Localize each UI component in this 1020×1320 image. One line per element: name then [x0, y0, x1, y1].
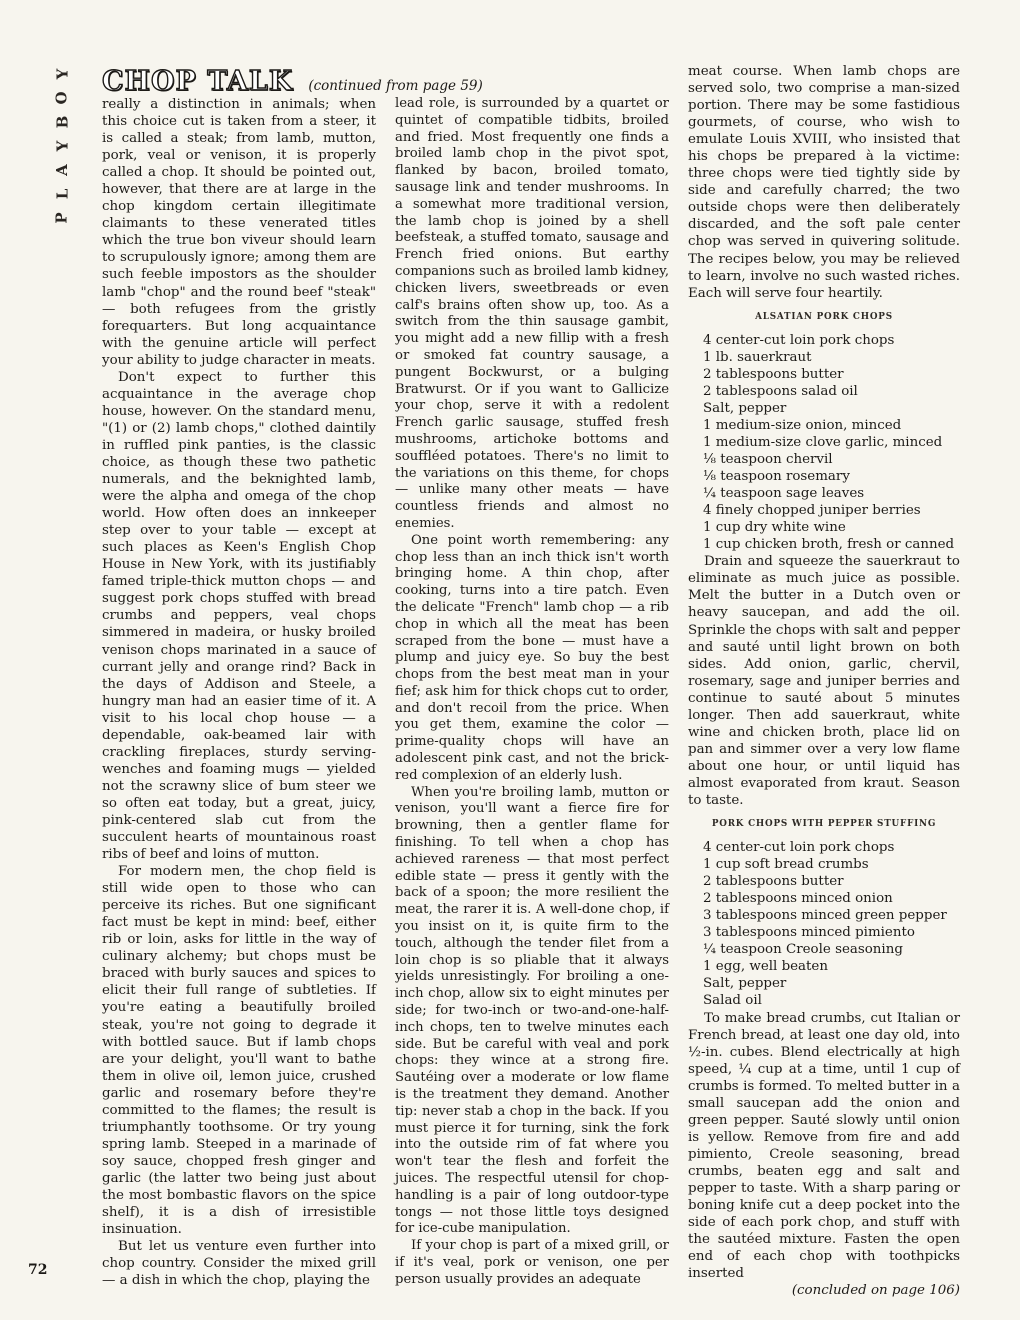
ingredient: 1 cup chicken broth, fresh or canned [703, 537, 955, 553]
paragraph: meat course. When lamb chops are served solo, two comprise a man-sized portion. There may be some fastidious gourmets, of course, who wish to emulate Louis XVIII, who insisted that his chops be prepared à la victime: three chops were tied tightly side by side and carefully charred; the two outside chops were then deliberately discarded, and the soft pale center chop was served in quivering solitude. The recipes below, you may be relieved to learn, involve no such wasted riches. Each will serve four heartily. [688, 64, 960, 301]
ingredient: 4 center-cut loin pork chops [703, 332, 895, 348]
ingredient: 1 medium-size onion, minced [703, 417, 902, 433]
ingredient: ¼ teaspoon Creole seasoning [703, 942, 903, 958]
ingredient: 2 tablespoons salad oil [703, 383, 858, 399]
ingredient: 4 center-cut loin pork chops [703, 840, 895, 856]
paragraph: Don't expect to further this acquaintance in the average chop house, however. On the standard menu, "(1) or (2) lamb chops," clothed daintily in ruffled pink panties, is the classic choice, as though these two pathetic numerals, and the beknighted lamb, were the alpha and omega of the chop world. How often does an innkeeper step over to your table — except at such places as Keen's English Chop House in New York, with its justifiably famed triple-thick mutton chops — and suggest pork chops stuffed with bread crumbs and peppers, veal chops simmered in madeira, or husky broiled venison chops marinated in a sauce of currant jelly and orange rind? Back in the days of Addison and Steele, a hungry man had an easier time of it. A visit to his local chop house — a dependable, oak-beamed lair with crackling fireplaces, sturdy serving-wenches and foaming mugs — yielded not the scrawny slice of bum steer we so often eat today, but a great, juicy, pink-centered slab cut from the succulent hearts of mountainous roast ribs of beef and loins of mutton. [102, 369, 376, 863]
mag-letter: O [52, 91, 71, 105]
ingredient: 3 tablespoons minced green pepper [703, 908, 947, 924]
paragraph: lead role, is surrounded by a quartet or quintet of compatible tidbits, broiled and fried. Most frequently one finds a broiled lamb chop in the pivot spot, flanked by bacon, broiled tomato, sausage link and tender mushrooms. In a somewhat more traditional version, the lamb chop is joined by a shell beefsteak, a stuffed tomato, sausage and French fried onions. But earthy companions such as broiled lamb kidney, chicken livers, sweetbreads or even calf's brains often show up, too. As a switch from the thin sausage gambit, you might add a new fillip with a fresh or smoked fat country sausage, a pungent Bockwurst, or a bulging Bratwurst. Or if you want to Gallicize your chop, serve it with a redolent French garlic sausage, stuffed fresh mushrooms, artichoke bottoms and souffléed potatoes. There's no limit to the variations on this theme, for chops — unlike many other meats — have countless friends and almost no enemies. [395, 96, 670, 531]
ingredient: 1 cup soft bread crumbs [703, 857, 869, 873]
ingredient-list [688, 332, 960, 554]
ingredient: Salt, pepper [703, 976, 787, 992]
ingredient: 2 tablespoons butter [703, 874, 844, 890]
title-row [102, 66, 483, 97]
concluded-note: (concluded on page 106) [791, 1283, 960, 1299]
continued-note: (continued from page 59) [308, 78, 483, 94]
ingredient: Salt, pepper [703, 400, 787, 416]
recipe-title: ALSATIAN PORK CHOPS [755, 311, 893, 322]
paragraph: One point worth remembering: any chop less than an inch thick isn't worth bringing home. A thin chop, after cooking, turns into a tire patch. Even the delicate "French" lamb chop — a rib chop in which all the meat has been scraped from the bone — must have a plump and juicy eye. So buy the best chops from the best meat man in your fief; ask him for thick chops cut to order, and don't recoil from the price. When you get them, examine the color — prime-quality chops will have an adolescent pink cast, and not the brick-red complexion of an elderly lush. [395, 532, 669, 783]
paragraph: When you're broiling lamb, mutton or venison, you'll want a fierce fire for browning, then a gentler flame for finishing. To tell when a chop has achieved rareness — that most perfect edible state — press it gently with the back of a spoon; the more resilient the meat, the rarer it is. A well-done chop, if you insist on it, is quite firm to the touch, although the tender filet from a loin chop is so pliable that it always yields unresistingly. For broiling a one-inch chop, allow six to eight minutes per side; for two-inch or two-and-one-half-inch chops, ten to twelve minutes each side. But be careful with veal and pork chops: they wince at a strong fire. Sautéing over a moderate or low flame is the treatment they demand. Another tip: never stab a chop in the back. If you must pierce it for turning, sink the fork into the outside rim of fat where you won't tear the flesh and forfeit the juices. The respectful utensil for chop-handling is a pair of long outdoor-type tongs — not those little toys designed for ice-cube manipulation. [395, 784, 669, 1237]
ingredient: ¼ teaspoon sage leaves [703, 486, 865, 502]
mag-letter: Y [53, 140, 71, 152]
page-number: 72 [28, 1262, 48, 1278]
magazine-name-vertical [50, 62, 74, 230]
mag-letter: Y [53, 68, 71, 80]
ingredient: 1 egg, well beaten [703, 959, 828, 975]
mag-letter: A [52, 164, 71, 176]
mag-letter: L [52, 188, 71, 200]
ingredient: Salad oil [703, 993, 762, 1009]
ingredient: 2 tablespoons butter [703, 366, 844, 382]
ingredient: 2 tablespoons minced onion [703, 891, 893, 907]
ingredient: 1 medium-size clove garlic, minced [703, 434, 943, 450]
column-1 [102, 96, 376, 1289]
article-title: CHOP TALK [102, 66, 294, 97]
ingredient: 1 lb. sauerkraut [703, 349, 812, 365]
recipe-method: Drain and squeeze the sauerkraut to eliminate as much juice as possible. Melt the butter in a Dutch oven or heavy saucepan, and add the oil. Sprinkle the chops with salt and pepper and sauté until light brown on both sides. Add onion, garlic, chervil, rosemary, sage and juniper berries and continue to sauté about 5 minutes longer. Then add sauerkraut, white wine and chicken broth, place lid on pan and simmer over a very low flame about one hour, or until liquid has almost evaporated from kraut. Season to taste. [688, 554, 960, 808]
mag-letter: B [53, 115, 71, 129]
ingredient: 3 tablespoons minced pimiento [703, 925, 915, 941]
recipe-method: To make bread crumbs, cut Italian or French bread, at least one day old, into ½-in. cubes. Blend electrically at high speed, ¼ cup at a time, until 1 cup of crumbs is formed. To melted butter in a small saucepan add the onion and green pepper. Sauté slowly until onion is yellow. Remove from fire and add pimiento, Creole seasoning, bread crumbs, beaten egg and salt and pepper to taste. With a sharp paring or boning knife cut a deep pocket into the side of each pork chop, and stuff with the sautéed mixture. Fasten the open end of each chop with toothpicks inserted [688, 1010, 960, 1282]
column-3 [688, 63, 960, 1299]
ingredient: ⅛ teaspoon chervil [703, 452, 833, 468]
ingredient-list [688, 839, 960, 1009]
column-2 [395, 96, 669, 1289]
recipe-title: PORK CHOPS WITH PEPPER STUFFING [711, 819, 937, 830]
ingredient: ⅛ teaspoon rosemary [703, 469, 850, 485]
ingredient: 1 cup dry white wine [703, 520, 846, 536]
paragraph: But let us venture even further into chop country. Consider the mixed grill — a dish in which the chop, playing the [102, 1239, 376, 1289]
mag-letter: P [53, 212, 71, 224]
paragraph: For modern men, the chop field is still wide open to those who can perceive its riches. But one significant fact must be kept in mind: beef, either rib or loin, asks for little in the way of culinary alchemy; but chops must be braced with burly sauces and spices to elicit their full range of subtleties. If you're eating a beautifully broiled steak, you're not going to degrade it with bottled sauce. But if lamb chops are your delight, you'll want to bathe them in olive oil, lemon juice, crushed garlic and rosemary before they're committed to the flames; the result is triumphantly toothsome. Or try young spring lamb. Steeped in a marinade of soy sauce, chopped fresh ginger and garlic (the latter two being just about the most bombastic flavors on the spice shelf), it is a dish of irresistible insinuation. [102, 864, 376, 1238]
paragraph: really a distinction in animals; when this choice cut is taken from a steer, it is called a steak; from lamb, mutton, pork, veal or venison, it is properly called a chop. It should be pointed out, however, that there are at large in the chop kingdom certain illegitimate claimants to these venerated titles which the true bon viveur should learn to scrupulously ignore; among them are such feeble impostors as the shoulder lamb "chop" and the round beef "steak" — both refugees from the gristly forequarters. But long acquaintance with the genuine article will perfect your ability to judge character in meats. [102, 97, 376, 368]
ingredient: 4 finely chopped juniper berries [703, 503, 921, 519]
paragraph: If your chop is part of a mixed grill, or if it's veal, pork or venison, one per person usually provides an adequate [395, 1238, 669, 1287]
